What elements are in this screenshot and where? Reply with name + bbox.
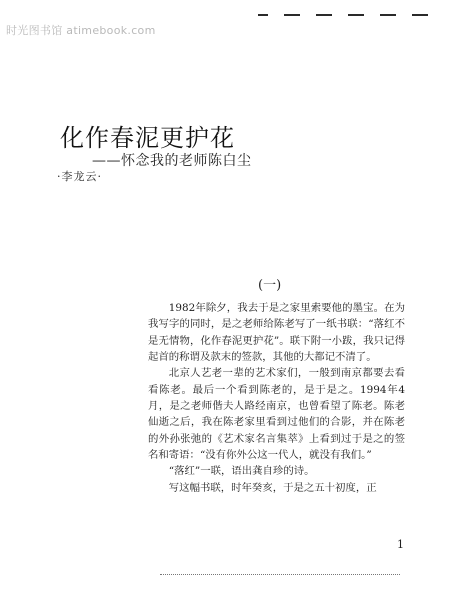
header-rule-5 (380, 14, 396, 16)
author-byline: ·李龙云· (57, 170, 102, 183)
header-rule-3 (316, 14, 332, 16)
paragraph: 北京人艺老一辈的艺术家们，一般到南京都要去看看陈老。最后一个看到陈老的，是于是之。1994年4月，是之老师偕夫人路经南京，也曾看望了陈老。陈老仙逝之后，我在陈老家里看到过他们的合影，并在陈老的外孙张弛的《艺术家名言集萃》上看到过于是之的签名和寄语：“没有你外公这一代人，就没有我们。” (148, 367, 405, 462)
paragraph: 写这幅书联，时年癸亥，于是之五十初度，正 (168, 481, 377, 494)
page-number: 1 (397, 538, 404, 551)
footer-rule (160, 574, 400, 575)
header-rule-2 (284, 14, 300, 16)
article-title: 化作春泥更护花 (60, 124, 235, 152)
article-body (148, 300, 405, 496)
article-subtitle: ——怀念我的老师陈白尘 (92, 153, 252, 169)
paragraph: “落红”一联，语出龚自珍的诗。 (168, 465, 315, 478)
header-rule-1 (258, 14, 268, 16)
watermark: 时光图书馆 atimebook.com (6, 24, 156, 37)
header-rule-6 (412, 14, 428, 16)
section-marker: (一) (258, 278, 282, 293)
paragraph: 1982年除夕，我去于是之家里索要他的墨宝。在为我写字的同时，是之老师给陈老写了一纸书联：“落红不是无情物，化作春泥更护花”。联下附一小跋，我只记得起首的称谓及款末的签款，其他的大都记不清了。 (148, 302, 405, 364)
header-rule-4 (348, 14, 364, 16)
